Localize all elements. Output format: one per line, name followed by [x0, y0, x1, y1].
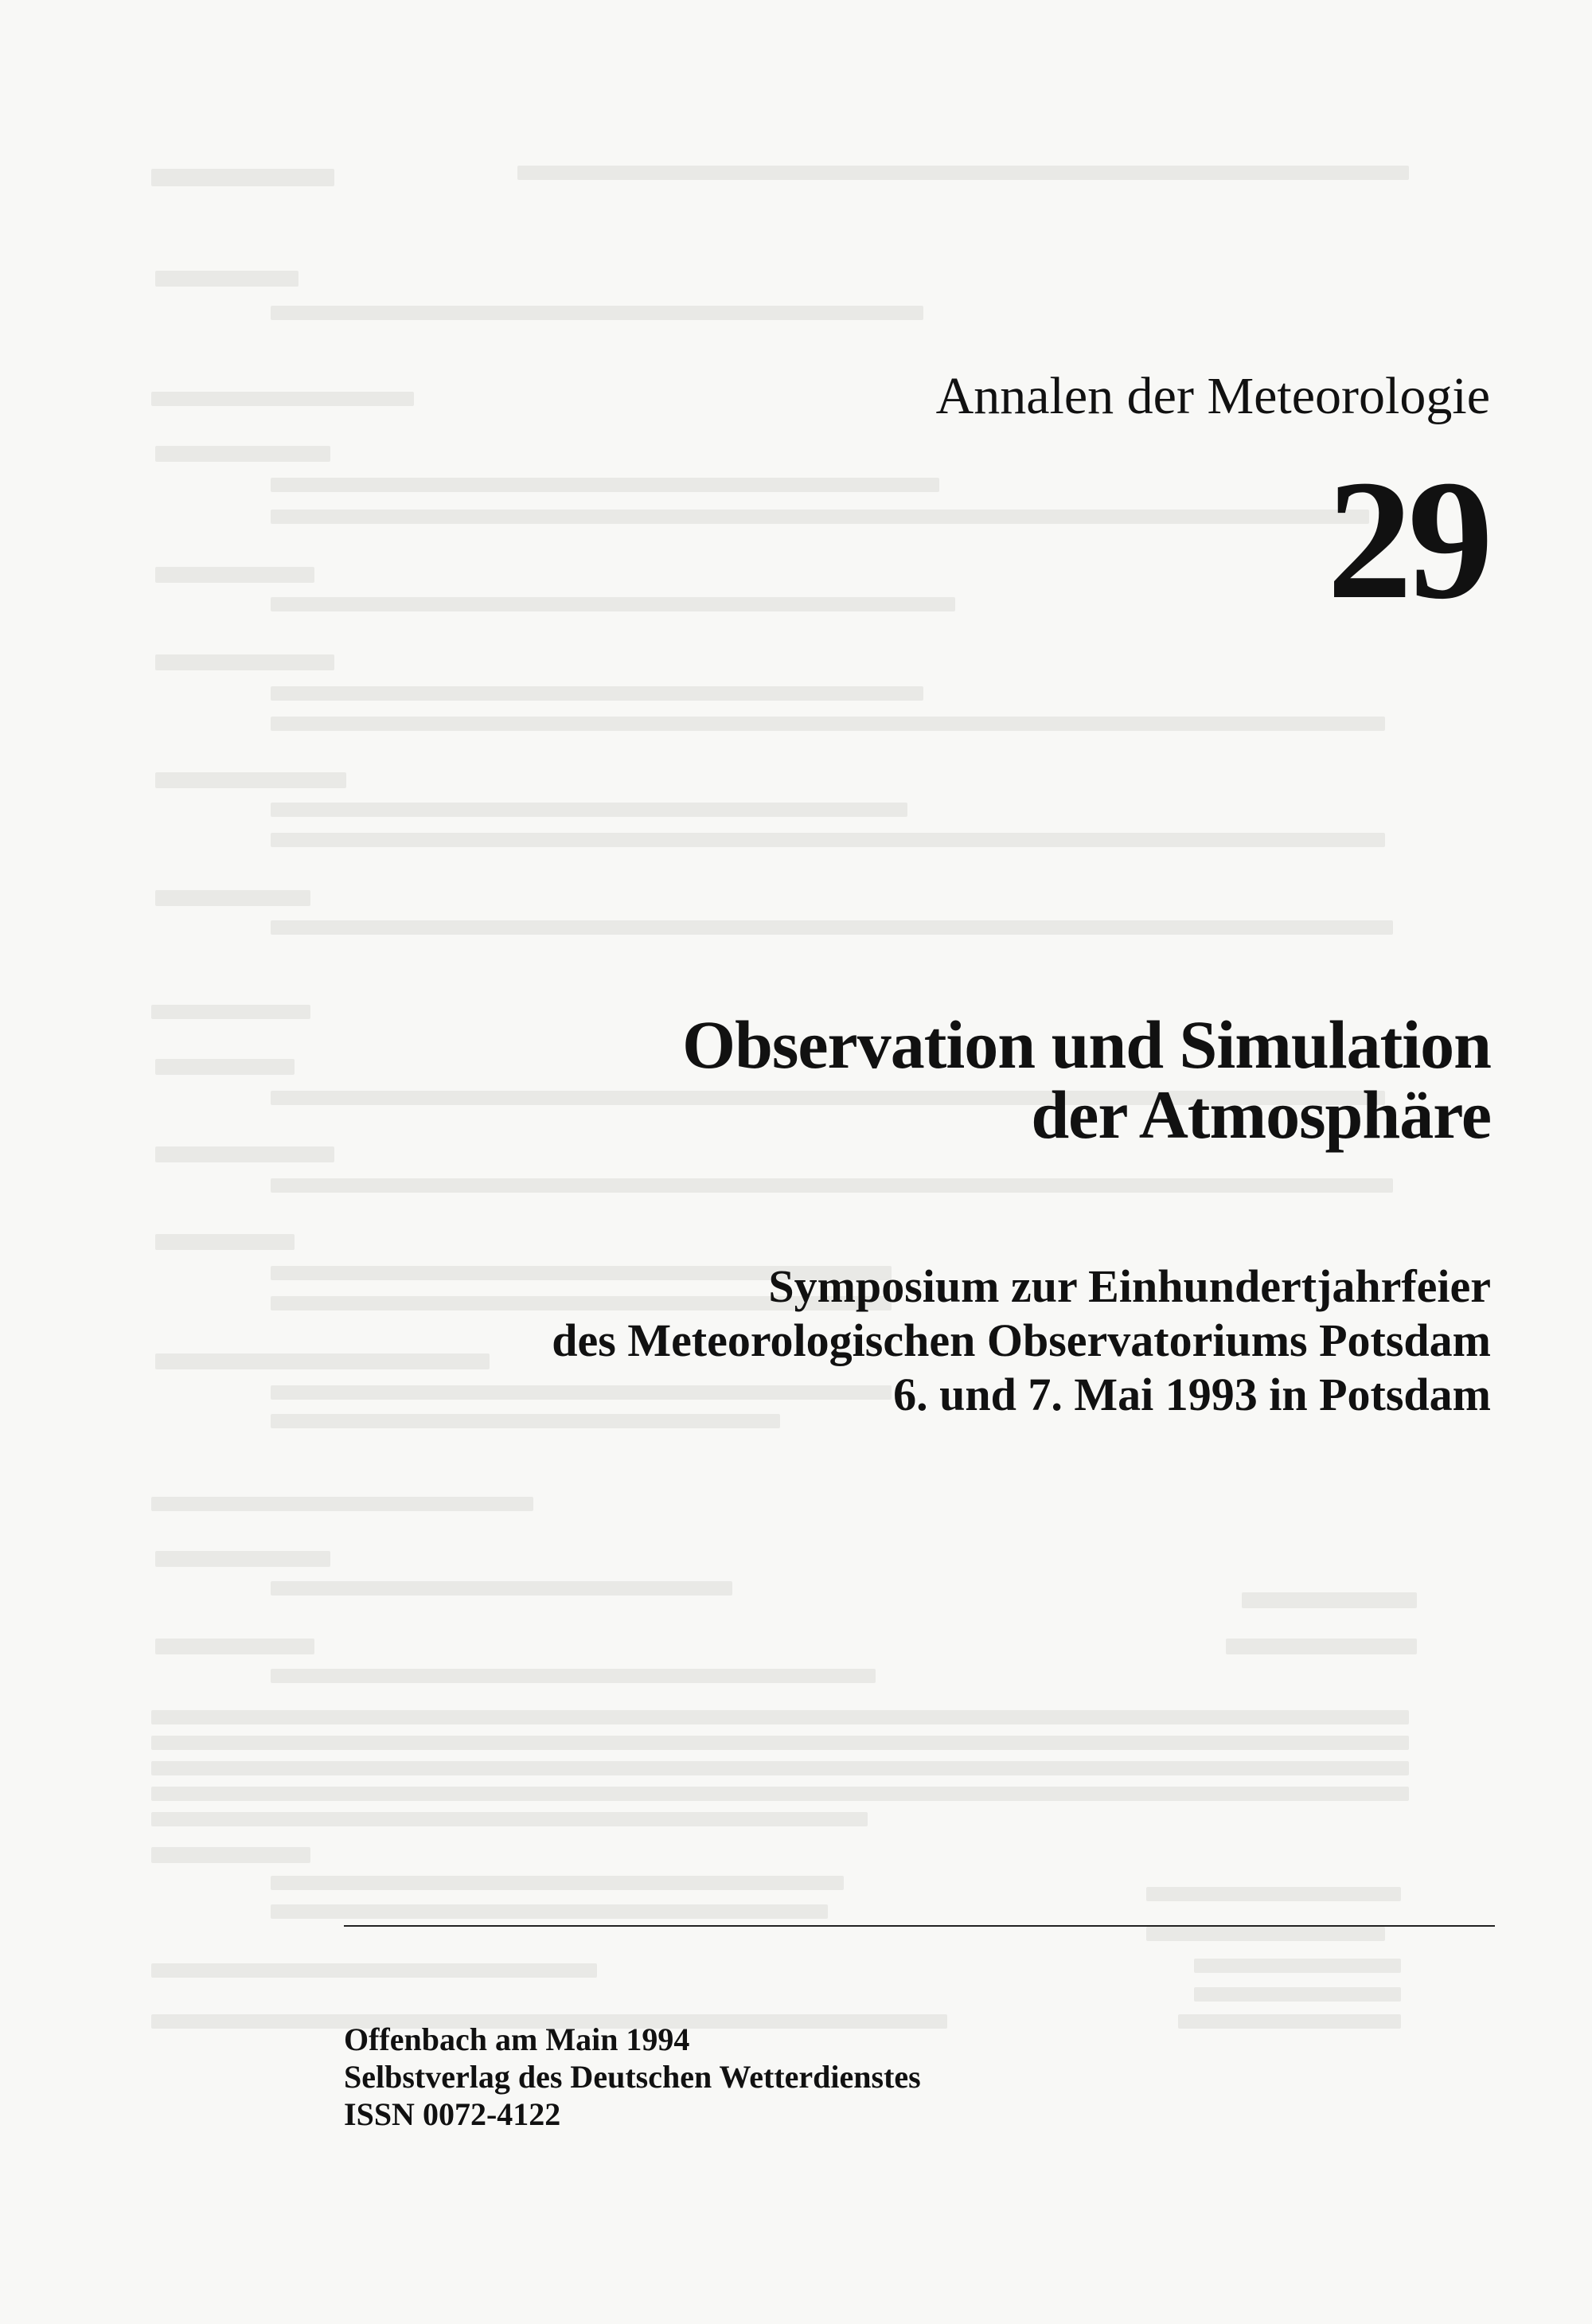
divider-rule: [344, 1925, 1495, 1927]
main-title-line-2: der Atmosphäre: [1031, 1076, 1491, 1153]
imprint: [344, 2021, 921, 2133]
subtitle-line-1: Symposium zur Einhundertjahrfeier: [768, 1260, 1491, 1312]
imprint-issn: ISSN 0072-4122: [344, 2096, 561, 2132]
imprint-publisher: Selbstverlag des Deutschen Wetterdienstes: [344, 2059, 921, 2095]
volume-number: 29: [1327, 444, 1489, 635]
subtitle-line-2: des Meteorologischen Observatoriums Potsdam: [552, 1314, 1491, 1366]
main-title-line-1: Observation und Simulation: [682, 1006, 1491, 1083]
main-title: [377, 1006, 1491, 1153]
series-title: Annalen der Meteorologie: [935, 367, 1490, 425]
subtitle-line-3: 6. und 7. Mai 1993 in Potsdam: [893, 1369, 1491, 1420]
subtitle: [297, 1260, 1491, 1422]
imprint-place-year: Offenbach am Main 1994: [344, 2021, 690, 2057]
